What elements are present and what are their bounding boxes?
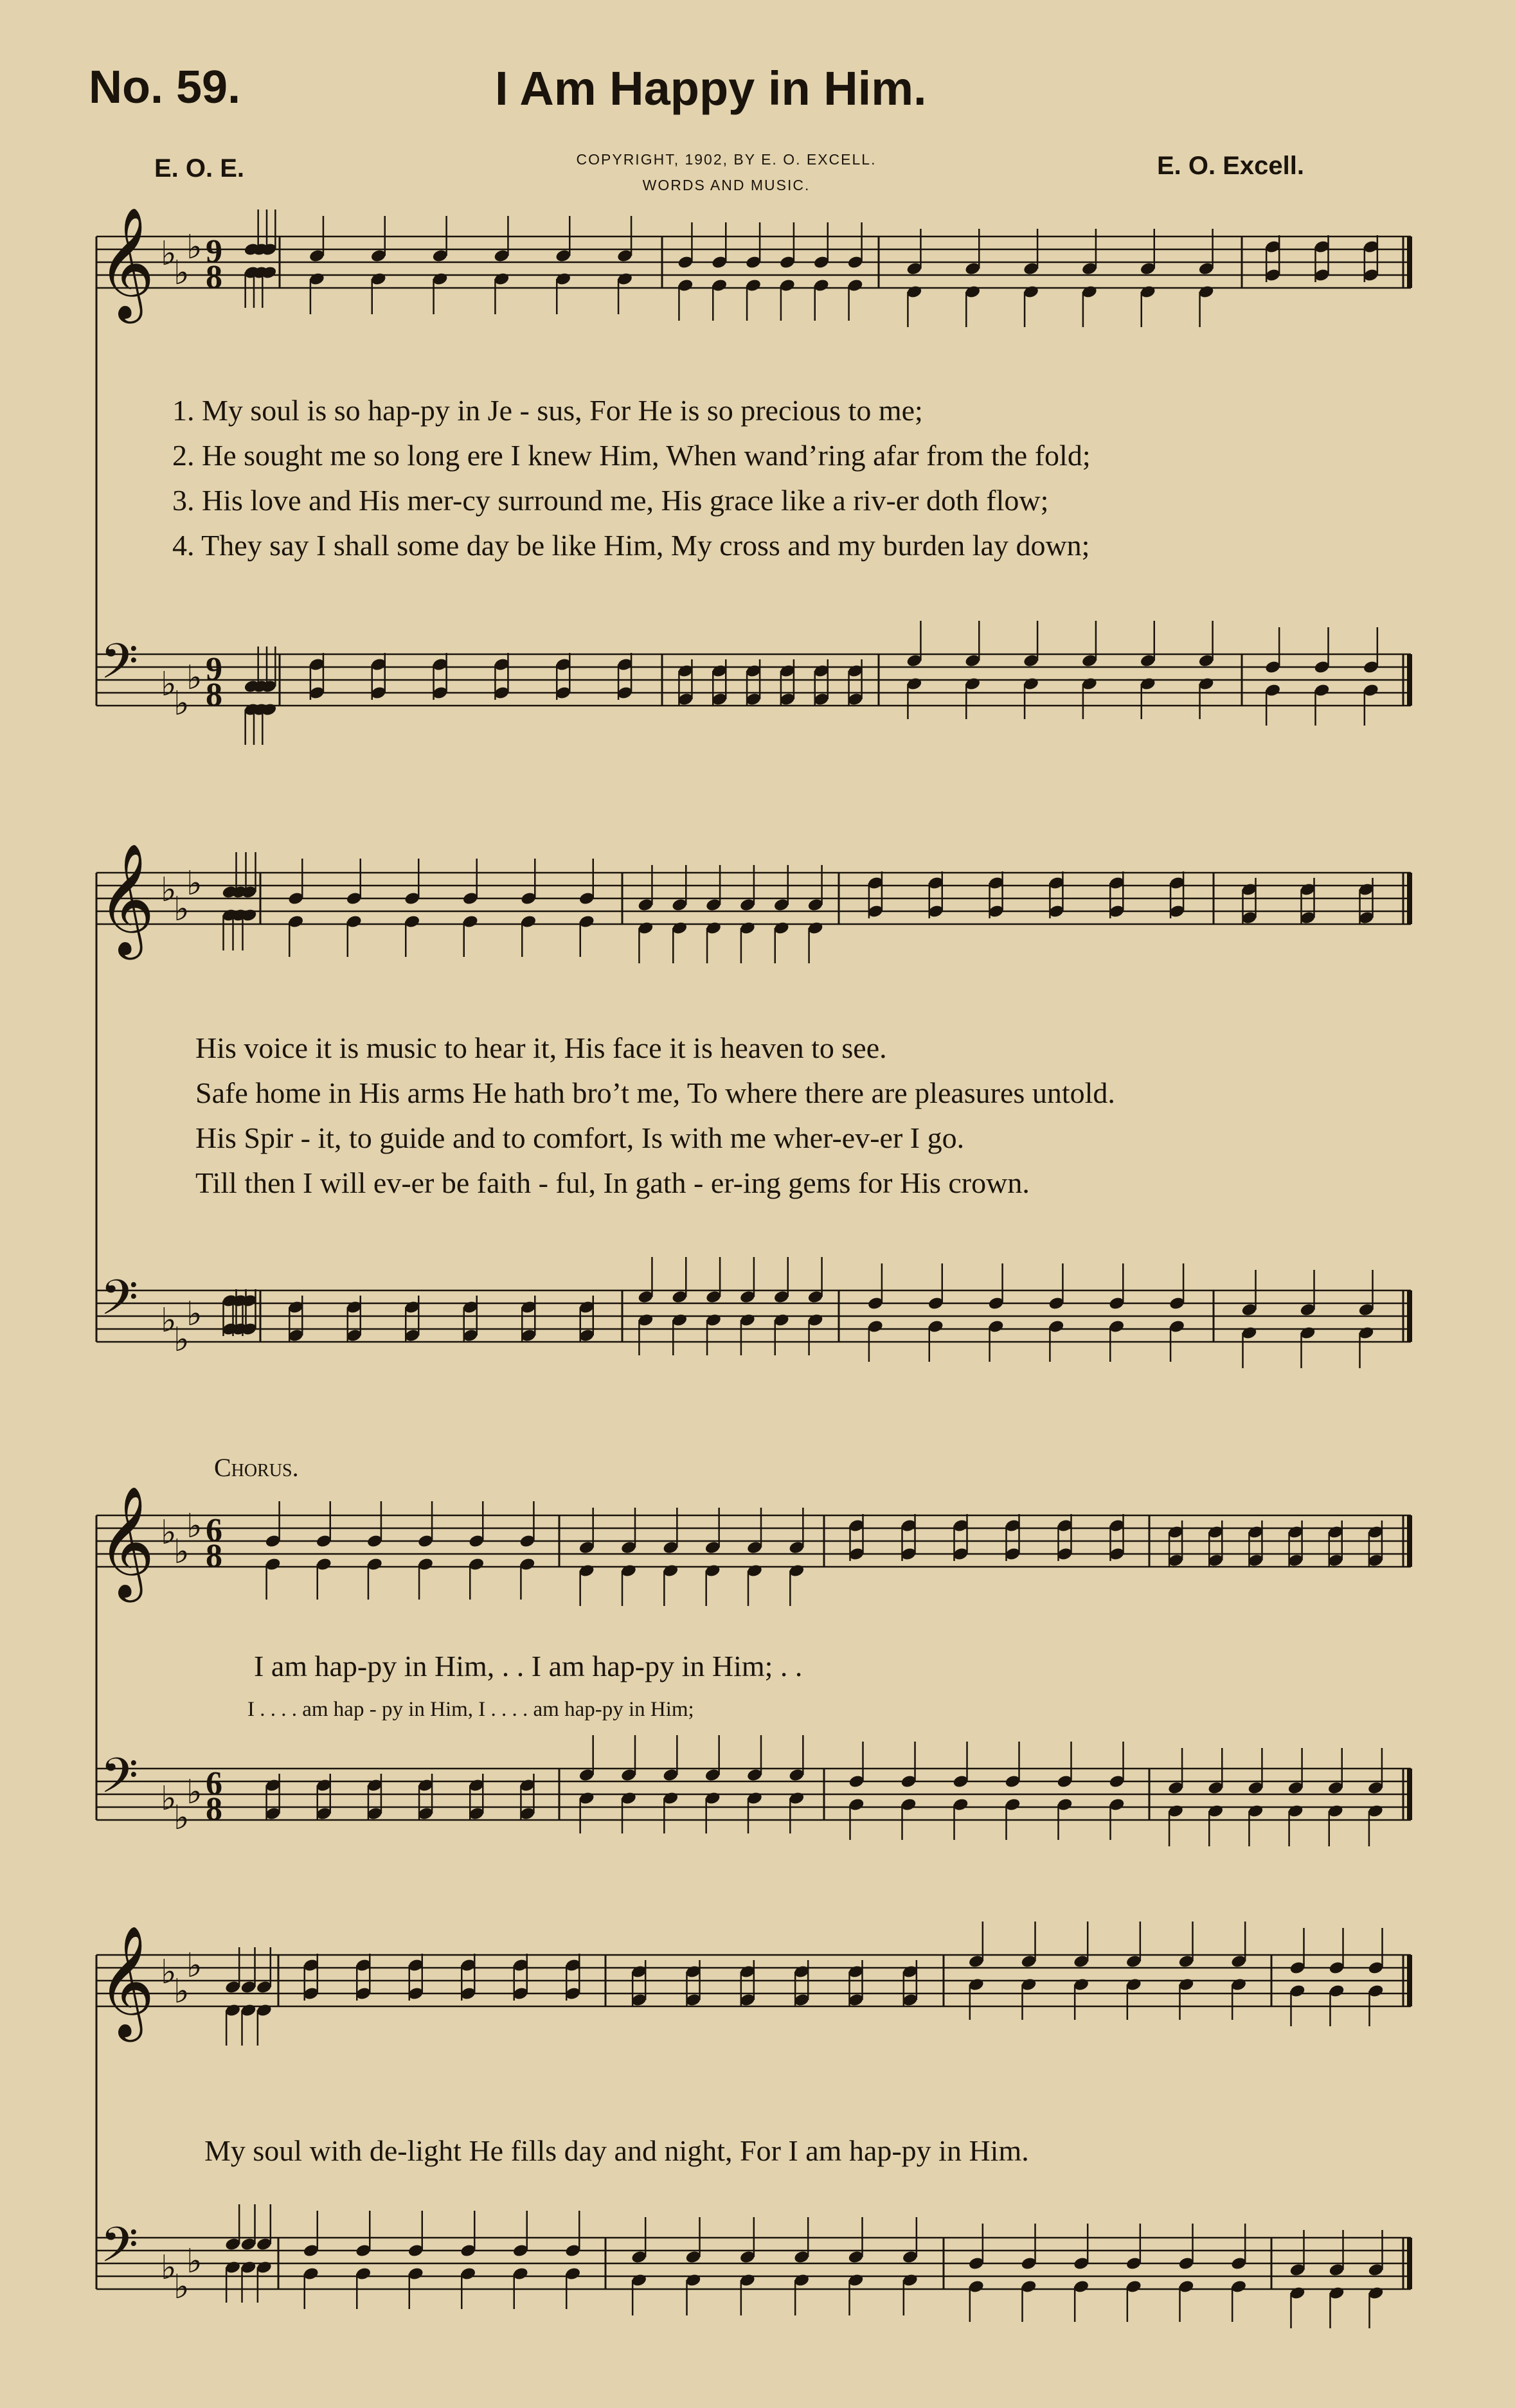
- verse-line: 3. His love and His mer-cy surround me, His grace like a riv-er doth flow;: [172, 484, 1049, 517]
- chorus-label: Chorus.: [214, 1453, 299, 1482]
- chorus-bass-lyric: I . . . . am hap - py in Him, I . . . . am hap-py in Him;: [247, 1698, 694, 1721]
- flat-icon: ♭: [186, 1507, 202, 1546]
- bass-clef-icon: 𝄢: [100, 633, 139, 702]
- words-author: E. O. E.: [154, 154, 245, 183]
- hymn-number: No. 59.: [89, 62, 241, 113]
- flat-icon: ♭: [186, 1295, 202, 1333]
- final-bar-line: [1407, 873, 1412, 924]
- time-signature: 6: [206, 1765, 222, 1802]
- flat-icon: ♭: [174, 2268, 190, 2306]
- treble-clef-icon: 𝄞: [98, 1925, 155, 2037]
- verse-line: 1. My soul is so hap-py in Je - sus, For He is so precious to me;: [172, 394, 923, 427]
- flat-icon: ♭: [161, 2249, 177, 2287]
- time-signature: 8: [206, 1538, 222, 1574]
- time-signature: 8: [206, 1791, 222, 1828]
- time-signature: 8: [206, 677, 222, 713]
- copyright-line: COPYRIGHT, 1902, BY E. O. EXCELL.: [576, 151, 877, 168]
- flat-icon: ♭: [161, 1301, 177, 1340]
- verse-line: Till then I will ev-er be faith - ful, In gath - er-ing gems for His crown.: [195, 1166, 1030, 1199]
- verse-line: 2. He sought me so long ere I knew Him, When wand’ring afar from the fold;: [172, 439, 1091, 472]
- bass-clef-icon: 𝄢: [100, 1269, 139, 1338]
- time-signature: 8: [206, 259, 222, 296]
- music-composer: E. O. Excell.: [1157, 152, 1305, 180]
- treble-clef-icon: 𝄞: [98, 207, 155, 319]
- flat-icon: ♭: [186, 1947, 202, 1985]
- final-bar-line: [1407, 2238, 1412, 2289]
- bass-clef-icon: 𝄢: [100, 1747, 139, 1816]
- time-signature: 9: [206, 233, 222, 270]
- treble-clef-icon: 𝄞: [98, 1486, 155, 1598]
- flat-icon: ♭: [174, 1321, 190, 1359]
- flat-icon: ♭: [186, 864, 202, 903]
- flat-icon: ♭: [174, 1799, 190, 1837]
- flat-icon: ♭: [161, 1513, 177, 1552]
- chorus-lyric: I am hap-py in Him, . . I am hap-py in Him; . .: [254, 1650, 803, 1682]
- final-bar-line: [1407, 236, 1412, 288]
- verse-line: Safe home in His arms He hath bro’t me, To where there are pleasures untold.: [195, 1076, 1115, 1109]
- hymn-title: I Am Happy in Him.: [495, 62, 927, 115]
- final-bar-line: [1407, 1955, 1412, 2006]
- flat-icon: ♭: [161, 1953, 177, 1992]
- chorus-final-lyric: My soul with de-light He fills day and night, For I am hap-py in Him.: [204, 2134, 1029, 2167]
- flat-icon: ♭: [174, 890, 190, 929]
- final-bar-line: [1407, 1515, 1412, 1567]
- time-signature: 9: [206, 651, 222, 688]
- bass-clef-icon: 𝄢: [100, 2216, 139, 2285]
- flat-icon: ♭: [186, 659, 202, 697]
- flat-icon: ♭: [161, 665, 177, 704]
- final-bar-line: [1407, 1290, 1412, 1342]
- flat-icon: ♭: [186, 1773, 202, 1812]
- flat-icon: ♭: [186, 2242, 202, 2281]
- flat-icon: ♭: [174, 1533, 190, 1571]
- copyright-line: WORDS AND MUSIC.: [642, 177, 811, 193]
- time-signature: 6: [206, 1512, 222, 1549]
- verse-line: 4. They say I shall some day be like Him, My cross and my burden lay down;: [172, 529, 1090, 562]
- flat-icon: ♭: [186, 228, 202, 267]
- verse-line: His voice it is music to hear it, His face it is heaven to see.: [195, 1031, 887, 1064]
- flat-icon: ♭: [161, 1779, 177, 1818]
- verse-line: His Spir - it, to guide and to comfort, Is with me wher-ev-er I go.: [195, 1121, 965, 1154]
- flat-icon: ♭: [174, 684, 190, 723]
- flat-icon: ♭: [161, 235, 177, 273]
- flat-icon: ♭: [161, 871, 177, 909]
- final-bar-line: [1407, 654, 1412, 706]
- treble-clef-icon: 𝄞: [98, 843, 155, 955]
- flat-icon: ♭: [174, 1972, 190, 2011]
- final-bar-line: [1407, 1769, 1412, 1820]
- flat-icon: ♭: [174, 254, 190, 292]
